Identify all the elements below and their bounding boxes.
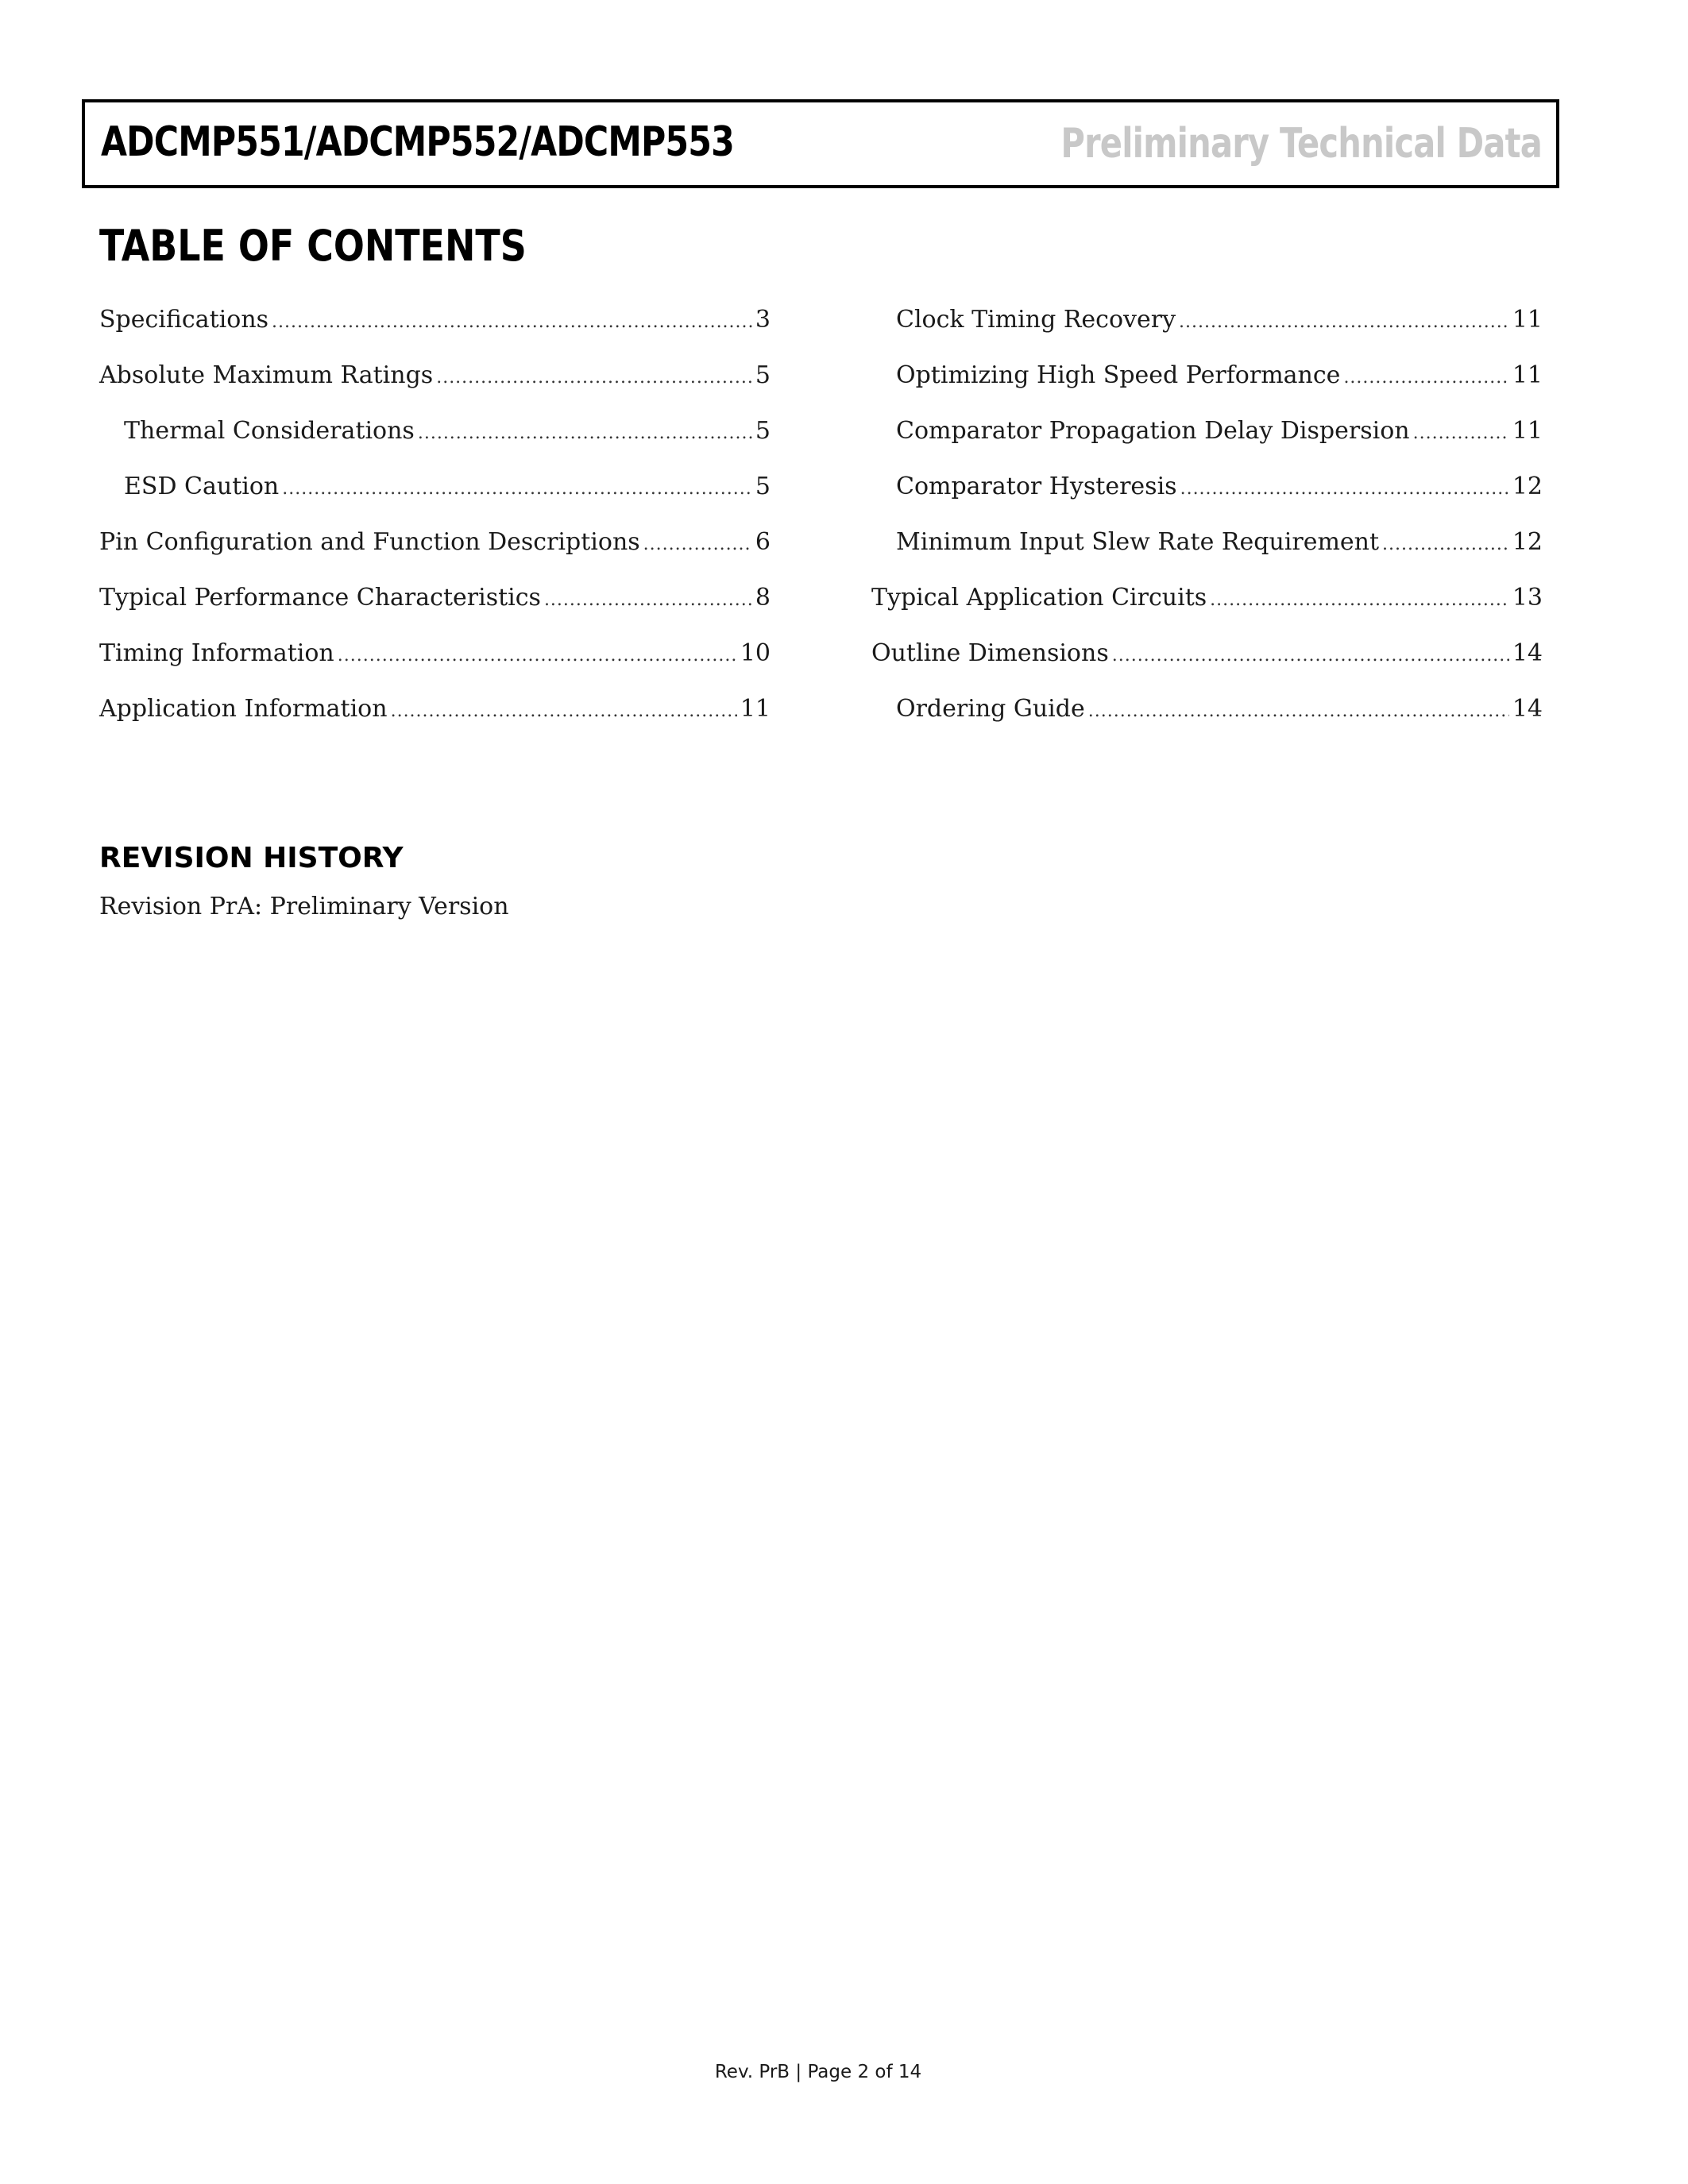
toc-entry-page: 13 [1512, 584, 1543, 612]
toc-leader-dots [391, 684, 737, 739]
toc-entry[interactable] [871, 292, 1543, 348]
toc-entry[interactable] [871, 570, 1543, 626]
toc-entry-label: Comparator Propagation Delay Dispersion [896, 417, 1410, 445]
toc-entry[interactable] [871, 515, 1543, 570]
toc-entry[interactable] [99, 626, 771, 681]
page-header [82, 99, 1559, 188]
toc-entry[interactable] [99, 570, 771, 626]
toc-leader-dots [282, 461, 752, 517]
toc-entry-label: Minimum Input Slew Rate Requirement [896, 528, 1380, 556]
revision-history-heading: REVISION HISTORY [99, 842, 404, 874]
toc-entry[interactable] [99, 459, 771, 515]
toc-entry-label: Specifications [99, 306, 269, 334]
toc-entry-label: Absolute Maximum Ratings [99, 361, 434, 389]
revision-history-entry: Revision PrA: Preliminary Version [99, 893, 509, 920]
toc-entry-page: 12 [1512, 473, 1543, 500]
toc-leader-dots [1343, 350, 1508, 406]
toc-entry[interactable] [871, 348, 1543, 403]
toc-entry-page: 12 [1512, 528, 1543, 556]
toc-entry-page: 5 [755, 473, 771, 500]
toc-leader-dots [1180, 461, 1509, 517]
toc-entry-label: Comparator Hysteresis [896, 473, 1177, 500]
toc-leader-dots [1112, 628, 1509, 684]
toc-entry[interactable] [871, 403, 1543, 459]
toc-entry-label: Application Information [99, 695, 388, 723]
part-numbers: ADCMP551/ADCMP552/ADCMP553 [101, 118, 734, 166]
toc-entry-label: Thermal Considerations [124, 417, 415, 445]
toc-left-column [99, 292, 771, 737]
toc-entry-label: Typical Application Circuits [871, 584, 1207, 612]
toc-leader-dots [418, 406, 752, 461]
toc-title: TABLE OF CONTENTS [99, 221, 527, 271]
toc-entry-page: 14 [1512, 639, 1543, 667]
toc-entry-label: Clock Timing Recovery [896, 306, 1176, 334]
toc-entry[interactable] [871, 681, 1543, 737]
toc-entry-label: Ordering Guide [896, 695, 1085, 723]
toc-entry[interactable] [871, 459, 1543, 515]
page-footer: Rev. PrB | Page 2 of 14 [714, 2062, 922, 2082]
toc-entry-label: Pin Configuration and Function Descriptions [99, 528, 640, 556]
toc-entry-label: Typical Performance Characteristics [99, 584, 541, 612]
toc-entry-page: 10 [740, 639, 771, 667]
toc-entry-page: 11 [1512, 361, 1543, 389]
toc-leader-dots [338, 628, 737, 684]
toc-entry[interactable] [99, 403, 771, 459]
toc-entry-page: 5 [755, 361, 771, 389]
toc-entry-page: 11 [1512, 306, 1543, 334]
document-status: Preliminary Technical Data [1060, 120, 1542, 168]
toc-leader-dots [436, 350, 752, 406]
toc-entry[interactable] [99, 681, 771, 737]
toc-leader-dots [643, 517, 752, 573]
toc-entry[interactable] [99, 348, 771, 403]
toc-entry-page: 11 [740, 695, 771, 723]
toc-entry[interactable] [99, 292, 771, 348]
toc-leader-dots [272, 295, 752, 350]
toc-leader-dots [544, 573, 752, 628]
toc-entry-label: Optimizing High Speed Performance [896, 361, 1341, 389]
toc-entry-label: Timing Information [99, 639, 334, 667]
toc-leader-dots [1088, 684, 1509, 739]
toc-entry[interactable] [871, 626, 1543, 681]
toc-entry-page: 3 [755, 306, 771, 334]
toc-leader-dots [1413, 406, 1509, 461]
toc-right-column [871, 292, 1543, 737]
toc-leader-dots [1179, 295, 1509, 350]
toc-entry-page: 8 [755, 584, 771, 612]
toc-entry-page: 6 [755, 528, 771, 556]
toc-entry-page: 5 [755, 417, 771, 445]
toc-entry-page: 11 [1512, 417, 1543, 445]
toc-leader-dots [1382, 517, 1509, 573]
toc-entry-label: ESD Caution [124, 473, 280, 500]
toc-entry-label: Outline Dimensions [871, 639, 1109, 667]
toc-entry-page: 14 [1512, 695, 1543, 723]
toc-entry[interactable] [99, 515, 771, 570]
toc-leader-dots [1210, 573, 1509, 628]
